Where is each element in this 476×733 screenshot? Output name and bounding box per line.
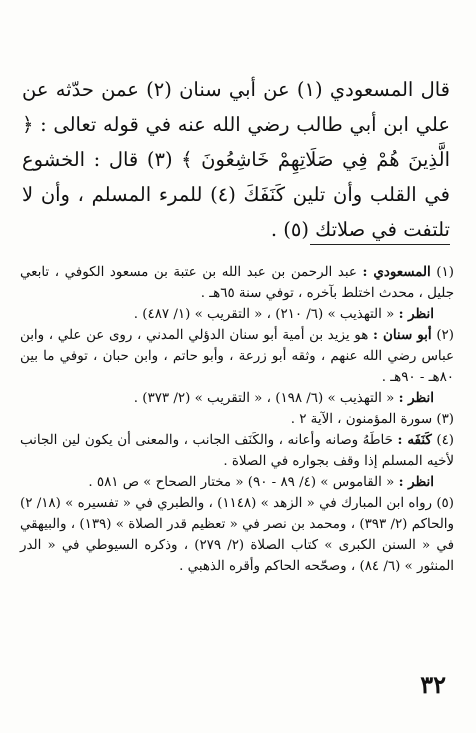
main-paragraph: قال المسعودي (١) عن أبي سنان (٢) عمن حدّثه عن علي ابن أبي طالب رضي الله عنه في قوله تعالى : ﴿ الَّذِينَ هُمْ فِي صَلَاتِهِمْ خَاشِعُونَ ﴾ (٣) قال : الخشوع في القلب وأن تلين كَنَفَكَ (٤) للمرء المسلم ، وأن لا تلتفت في صلاتك (٥) . — [22, 78, 451, 241]
footnote-number: (١) — [436, 265, 454, 280]
reference-label: انظر : — [398, 306, 434, 322]
footnote-5 — [20, 493, 454, 577]
footnote-number: (٣) — [436, 412, 454, 427]
footnote-2-reference — [20, 388, 454, 409]
footnote-4-reference — [20, 472, 454, 493]
footnote-lead: المسعودي : — [362, 264, 431, 280]
footnote-1-reference — [20, 304, 454, 325]
reference-text: « القاموس » (٤/ ٨٩ - ٩٠) « مختار الصحاح » ص ٥٨١ . — [88, 475, 395, 490]
footnote-2 — [20, 325, 454, 388]
page-number: ٣٢ — [420, 670, 446, 699]
reference-text: « التهذيب » (٦/ ٢١٠) ، « التقريب » (١/ ٤٨٧) . — [133, 307, 395, 322]
footnote-text: حَاطَهُ وصانه وأعانه ، والكَنَف الجانب ، والمعنى أن يكون لين الجانب لأخيه المسلم إذا وقف بجواره في الصلاة . — [20, 433, 454, 469]
footnote-4 — [20, 430, 454, 472]
reference-text: « التهذيب » (٦/ ١٩٨) ، « التقريب » (٢/ ٣٧٣) . — [133, 391, 395, 406]
footnote-number: (٢) — [436, 328, 454, 343]
footnote-separator — [310, 244, 450, 245]
footnote-lead: أبو سنان : — [372, 327, 432, 343]
footnote-1 — [20, 262, 454, 304]
footnote-text: عبد الرحمن بن عبد الله بن عتبة بن مسعود الكوفي ، تابعي جليل ، محدث اختلط بآخره ، توفي سنة ٦٥هـ . — [20, 265, 454, 301]
footnote-text: هو يزيد بن أمية أبو سنان الدؤلي المدني ، روى عن علي ، وابن عباس رضي الله عنهم ، وثقه أبو زرعة ، وأبو حاتم ، وابن حبان ، توفي ما بين ٨٠هـ - ٩٠هـ . — [20, 328, 454, 385]
footnote-number: (٤) — [436, 433, 454, 448]
footnote-text: رواه ابن المبارك في « الزهد » (١١٤٨) ، والطبري في « تفسيره » (١٨/ ٢) والحاكم (٢/ ٣٩٣) ، ومحمد بن نصر في « تعظيم قدر الصلاة » (١٣٩) ، والبيهقي في « السنن الكبرى » كتاب الصلاة (٢/ ٢٧٩) ، وذكره السيوطي في « الدر المنثور » (٦/ ٨٤) ، وصحّحه الحاكم وأقره الذهبي . — [20, 496, 454, 574]
reference-label: انظر : — [398, 390, 434, 406]
footnote-lead: كَنَفَه : — [397, 432, 432, 448]
main-text — [22, 72, 450, 247]
footnote-3 — [20, 409, 454, 430]
reference-label: انظر : — [398, 474, 434, 490]
footnote-number: (٥) — [436, 496, 454, 511]
footnote-text: سورة المؤمنون ، الآية ٢ . — [290, 412, 433, 427]
footnotes — [20, 262, 454, 577]
